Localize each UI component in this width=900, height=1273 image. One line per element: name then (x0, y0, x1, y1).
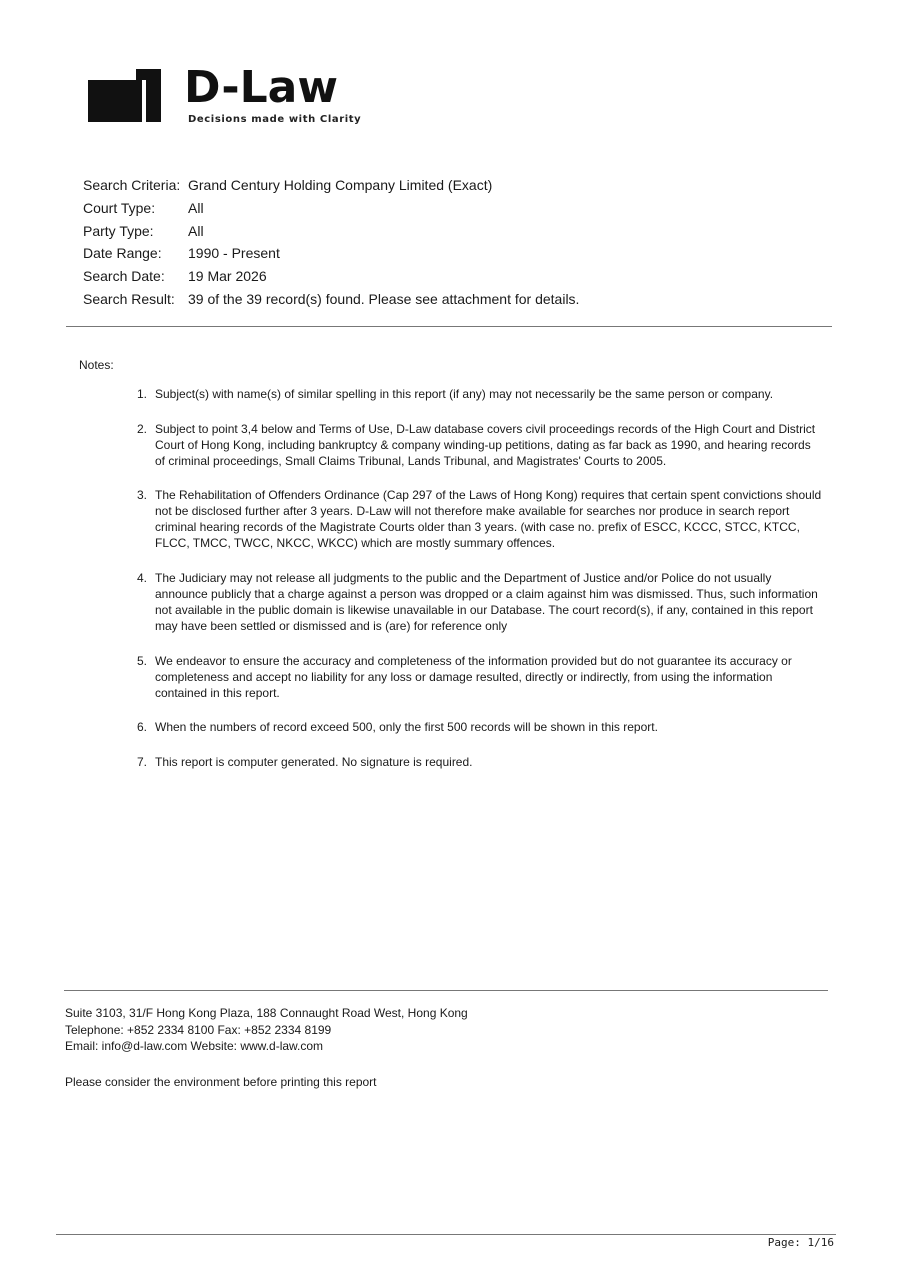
page-number: Page: 1/16 (767, 1236, 834, 1249)
note-number: 4. (137, 571, 148, 585)
logo-block-icon (88, 80, 142, 122)
criteria-value: Grand Century Holding Company Limited (Exact) (188, 177, 493, 193)
criteria-label: Search Criteria: (83, 177, 181, 193)
criteria-label: Party Type: (83, 222, 154, 239)
note-number: 6. (137, 720, 148, 734)
criteria-label: Search Date: (83, 268, 165, 285)
note-text: The Judiciary may not release all judgments to the public and the Department of Justice and/or Police do not usually announce publicly that a charge against a person was dropped or a claim against him was dismissed. Thus, such information not available in the public domain is likewise unavailable in our Database. The court record(s), if any, contained in this report may have been settled or dismissed and is (are) for reference only (155, 571, 818, 633)
criteria-row (83, 265, 579, 288)
footer-phone: Telephone: +852 2334 8100 Fax: +852 2334 8199 (65, 1022, 332, 1037)
contact-footer (65, 1005, 468, 1055)
logo-gap (142, 80, 146, 122)
note-text: Subject to point 3,4 below and Terms of Use, D-Law database covers civil proceedings records of the High Court and District Court of Hong Kong, including bankruptcy & company winding-up petitions, dating as far back as 1990, and hearing records of criminal proceedings, Small Claims Tribunal, Lands Tribunal, and Magistrates' Courts to 2005. (155, 422, 816, 468)
note-item (137, 421, 823, 469)
note-item (137, 754, 823, 770)
note-number: 2. (137, 422, 148, 436)
note-number: 3. (137, 488, 148, 502)
page-bottom-divider (56, 1234, 836, 1235)
criteria-value: All (188, 199, 204, 216)
note-text: Subject(s) with name(s) of similar spelling in this report (if any) may not necessarily be the same person or company. (155, 387, 774, 401)
note-number: 5. (137, 654, 148, 668)
note-number: 7. (137, 755, 148, 769)
criteria-value: 1990 - Present (188, 245, 280, 262)
footer-email: Email: info@d-law.com Website: www.d-law.com (65, 1039, 324, 1053)
note-text: When the numbers of record exceed 500, only the first 500 records will be shown in this report. (155, 720, 658, 734)
criteria-row (83, 197, 579, 220)
criteria-row (83, 220, 579, 243)
note-item (137, 653, 823, 701)
criteria-row (83, 242, 579, 265)
criteria-value: All (188, 222, 204, 239)
d-law-logo (88, 62, 388, 130)
logo-bar-icon (136, 69, 161, 122)
search-criteria (83, 174, 579, 311)
criteria-label: Court Type: (83, 199, 156, 216)
footer-divider (64, 990, 828, 991)
footer-address: Suite 3103, 31/F Hong Kong Plaza, 188 Connaught Road West, Hong Kong (65, 1006, 468, 1020)
note-number: 1. (137, 387, 148, 401)
note-text: The Rehabilitation of Offenders Ordinance (Cap 297 of the Laws of Hong Kong) requires that certain spent convictions should not be disclosed further after 3 years. D-Law will not therefore make available for searches nor produce in search report criminal hearing records of the Magistrate Courts older than 3 years. (with case no. prefix of ESCC, KCCC, STCC, KTCC, FLCC, TMCC, TWCC, NKCC, WKCC) which are mostly summary offences. (155, 488, 822, 550)
note-item (137, 570, 823, 634)
criteria-row (83, 288, 579, 311)
note-text: We endeavor to ensure the accuracy and completeness of the information provided but do not guarantee its accuracy or completeness and accept no liability for any loss or damage resulted, directly or indirectly, from using the information contained in this report. (155, 654, 792, 700)
criteria-label: Search Result: (83, 290, 175, 307)
criteria-label: Date Range: (83, 245, 162, 262)
criteria-value: 19 Mar 2026 (188, 268, 267, 285)
note-text: This report is computer generated. No signature is required. (155, 755, 473, 769)
environment-notice: Please consider the environment before printing this report (65, 1075, 377, 1089)
header-divider (66, 326, 832, 327)
notes-title: Notes: (79, 358, 114, 372)
brand-name: D-Law (184, 62, 338, 113)
criteria-value: 39 of the 39 record(s) found. Please see attachment for details. (188, 290, 580, 307)
brand-tagline: Decisions made with Clarity (188, 114, 362, 125)
note-item (137, 386, 823, 402)
note-item (137, 487, 823, 551)
note-item (137, 719, 823, 735)
criteria-row (83, 174, 579, 197)
